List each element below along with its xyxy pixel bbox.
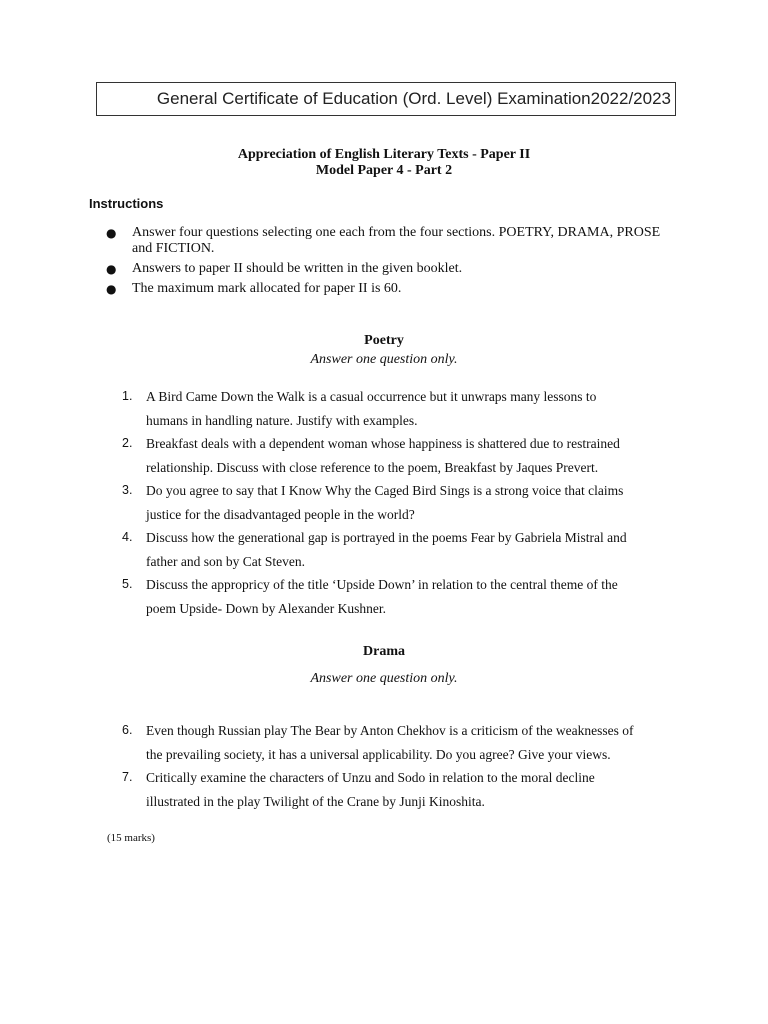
question-item: 7. Critically examine the characters of Unzu and Sodo in relation to the moral decline illustrated in the play Twilight of the Crane by Junji Kinoshita. [122, 770, 595, 809]
question-item: 3. Do you agree to say that I Know Why the Caged Bird Sings is a strong voice that claims justice for the disadvantaged people in the world? [122, 483, 624, 522]
question-item: 4. Discuss how the generational gap is portrayed in the poems Fear by Gabriela Mistral and father and son by Cat Steven. [122, 530, 627, 569]
poetry-questions [122, 385, 662, 620]
bullet-icon: ● [106, 226, 117, 240]
bullet-icon: ● [106, 262, 117, 276]
instructions-heading: Instructions [89, 196, 164, 211]
drama-subheading: Answer one question only. [310, 671, 458, 686]
exam-header-box [96, 82, 676, 116]
instruction-item: ● The maximum mark allocated for paper II is 60. [106, 281, 402, 296]
exam-header-title: General Certificate of Education (Ord. Level) Examination2022/2023 [156, 89, 671, 108]
poetry-subheading: Answer one question only. [310, 352, 458, 367]
question-item: 1. A Bird Came Down the Walk is a casual occurrence but it unwraps many lessons to humans in handling nature. Justify with examples. [122, 389, 597, 428]
question-item: 5. Discuss the appropricy of the title ‘Upside Down’ in relation to the central theme of the poem Upside- Down by Alexander Kushner. [122, 577, 618, 616]
marks-note: (15 marks) [107, 832, 155, 844]
instructions-list [106, 225, 676, 301]
poetry-heading: Poetry [364, 333, 404, 348]
paper-subtitle: Model Paper 4 - Part 2 [315, 163, 453, 178]
question-item: 6. Even though Russian play The Bear by Anton Chekhov is a criticism of the weaknesses of the prevailing society, it has a universal applicability. Do you agree? Give your views. [122, 723, 634, 762]
drama-questions [122, 719, 662, 813]
question-item: 2. Breakfast deals with a dependent woman whose happiness is shattered due to restrained relationship. Discuss with close reference to the poem, Breakfast by Jaques Prevert. [122, 436, 620, 475]
drama-heading: Drama [363, 644, 405, 659]
paper-title: Appreciation of English Literary Texts - Paper II [237, 147, 531, 162]
instruction-item: ● Answers to paper II should be written in the given booklet. [106, 261, 463, 276]
bullet-icon: ● [106, 282, 117, 296]
instruction-item: ● Answer four questions selecting one each from the four sections. POETRY, DRAMA, PROSE and FICTION. [106, 225, 661, 256]
